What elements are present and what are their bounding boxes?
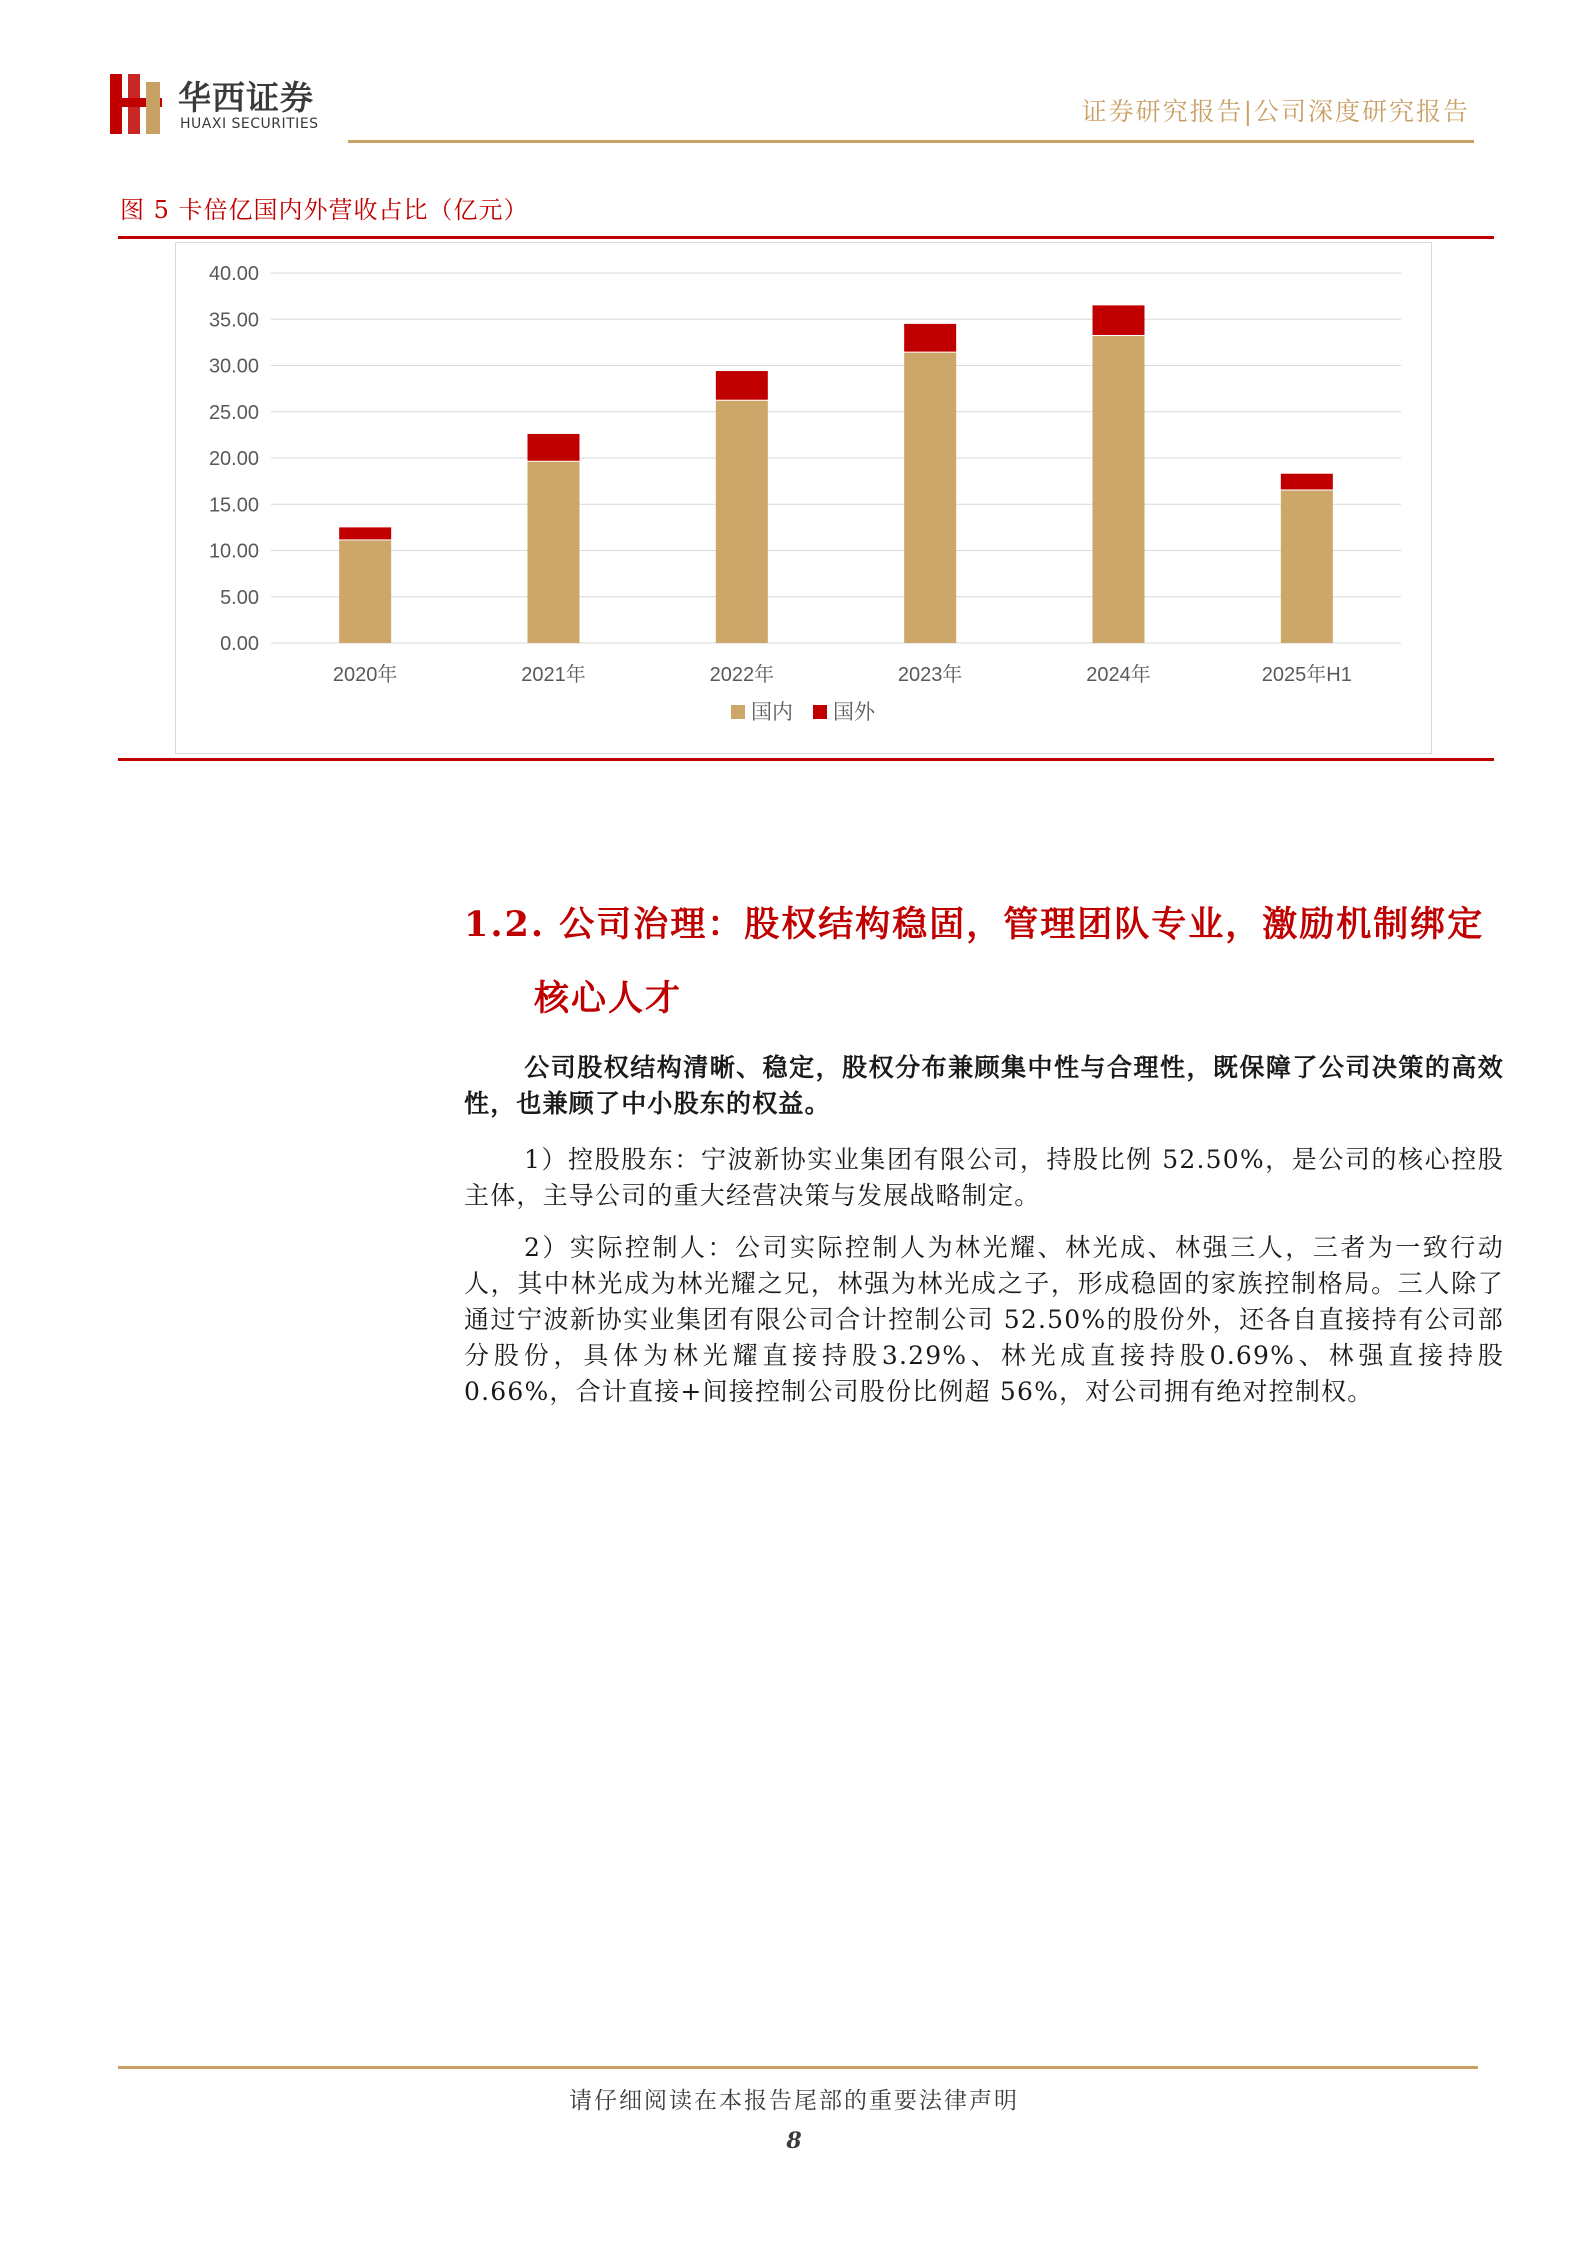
bar-overseas — [528, 434, 580, 461]
section-heading — [464, 888, 1504, 1036]
chart-container — [175, 242, 1432, 754]
y-tick-label: 0.00 — [220, 633, 259, 655]
bar-overseas — [339, 527, 391, 539]
x-tick-label: 2024年 — [1086, 664, 1151, 686]
bar-overseas — [1093, 305, 1145, 335]
legend-label: 国外 — [833, 701, 875, 724]
page-number: 8 — [786, 2128, 802, 2154]
paragraph-controlling-shareholder-text: 1）控股股东：宁波新协实业集团有限公司，持股比例 52.50%，是公司的核心控股主体，主导公司的重大经营决策与发展战略制定。 — [464, 1145, 1504, 1210]
bar-domestic — [904, 352, 956, 643]
legal-disclaimer: 请仔细阅读在本报告尾部的重要法律声明 — [569, 2088, 1019, 2114]
footer-divider — [118, 2066, 1478, 2069]
huaxi-logo-icon — [110, 74, 168, 134]
bar-overseas — [904, 324, 956, 352]
legend-label: 国内 — [751, 701, 793, 724]
y-tick-label: 5.00 — [220, 586, 259, 609]
header-divider — [348, 140, 1474, 143]
report-type-label: 证券研究报告|公司深度研究报告 — [1081, 97, 1470, 126]
paragraph-actual-controller-text: 2）实际控制人：公司实际控制人为林光耀、林光成、林强三人，三者为一致行动人，其中林光成为林光耀之兄，林强为林光成之子，形成稳固的家族控制格局。三人除了通过宁波新协实业集团有限公司合计控制公司 52.50%的股份外，还各自直接持有公司部分股份，具体为林光耀直接持股3.29%、林光成直接持股0.69%、林强直接持股 0.66%，合计直接+间接控制公司股份比例超 56%，对公司拥有绝对控制权。 — [464, 1233, 1504, 1406]
section-heading-line2: 核心人才 — [534, 978, 683, 1019]
x-tick-label: 2021年 — [521, 664, 586, 686]
stacked-bar-chart — [176, 243, 1431, 753]
paragraph-controlling-shareholder — [464, 1142, 1504, 1214]
bar-domestic — [1281, 489, 1333, 643]
legend-swatch — [813, 705, 827, 719]
x-tick-label: 2022年 — [709, 664, 775, 686]
bar-domestic — [1093, 335, 1145, 643]
paragraph-actual-controller — [464, 1230, 1504, 1410]
legend-swatch — [731, 705, 745, 719]
section-heading-line1: 1.2. 公司治理：股权结构稳固，管理团队专业，激励机制绑定 — [464, 904, 1485, 945]
bar-overseas — [1281, 474, 1333, 490]
y-tick-label: 10.00 — [208, 540, 259, 563]
x-tick-label: 2020年 — [332, 664, 398, 686]
y-tick-label: 15.00 — [208, 494, 259, 517]
brand-name-cn: 华西证券 — [178, 78, 314, 117]
x-tick-label: 2023年 — [897, 664, 963, 686]
brand-name-en: HUAXI SECURITIES — [180, 116, 319, 132]
paragraph-intro — [464, 1050, 1504, 1122]
figure-title: 图 5 卡倍亿国内外营收占比（亿元） — [120, 196, 529, 224]
bar-domestic — [716, 400, 768, 643]
figure-bottom-rule — [118, 758, 1494, 761]
bar-domestic — [339, 539, 391, 643]
y-tick-label: 40.00 — [208, 263, 259, 285]
x-tick-label: 2025年H1 — [1261, 664, 1352, 686]
figure-top-rule — [118, 236, 1494, 239]
y-tick-label: 20.00 — [208, 448, 259, 470]
paragraph-intro-text: 公司股权结构清晰、稳定，股权分布兼顾集中性与合理性，既保障了公司决策的高效性，也兼顾了中小股东的权益。 — [464, 1053, 1504, 1118]
y-tick-label: 25.00 — [208, 401, 259, 424]
bar-domestic — [528, 461, 580, 643]
bar-overseas — [716, 371, 768, 400]
y-tick-label: 30.00 — [208, 355, 259, 378]
y-tick-label: 35.00 — [208, 309, 259, 332]
